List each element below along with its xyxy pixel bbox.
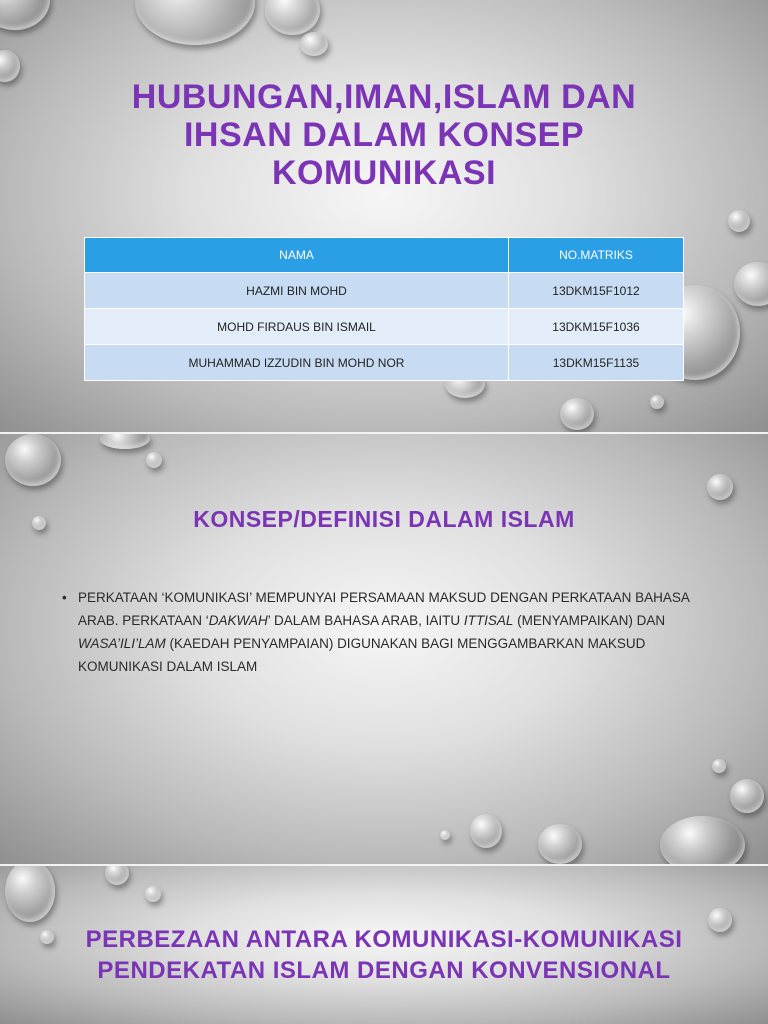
- table-row: [85, 345, 684, 381]
- title-line: IHSAN DALAM KONSEP: [183, 116, 585, 154]
- water-drop-decoration: [5, 434, 61, 486]
- water-drop-decoration: [300, 32, 328, 56]
- water-drop-decoration: [100, 434, 150, 449]
- water-drop-decoration: [650, 395, 664, 409]
- title-line: HUBUNGAN,IMAN,ISLAM DAN: [131, 78, 637, 116]
- student-name: MUHAMMAD IZZUDIN BIN MOHD NOR: [85, 345, 509, 381]
- water-drop-decoration: [730, 779, 764, 813]
- water-drop-decoration: [734, 262, 768, 306]
- bullet-list: [62, 586, 712, 678]
- student-name: HAZMI BIN MOHD: [85, 273, 509, 309]
- section-title: KONSEP/DEFINISI DALAM ISLAM: [193, 506, 575, 532]
- matric-number: 13DKM15F1036: [508, 309, 683, 345]
- bullet-icon: •: [62, 590, 67, 605]
- paragraph-text: PERKATAAN ‘KOMUNIKASI’ MEMPUNYAI PERSAMAAN MAKSUD DENGAN PERKATAAN BAHASA ARAB. PERKATAAN ‘: [78, 590, 690, 628]
- column-header-name: NAMA: [85, 238, 509, 273]
- water-drop-decoration: [0, 0, 50, 30]
- water-drop-decoration: [32, 516, 46, 530]
- matric-number: 13DKM15F1012: [508, 273, 683, 309]
- table-header-row: [85, 238, 684, 273]
- matric-number: 13DKM15F1135: [508, 345, 683, 381]
- water-drop-decoration: [105, 866, 129, 885]
- presentation-title: [84, 78, 684, 192]
- water-drop-decoration: [712, 759, 726, 773]
- water-drop-decoration: [470, 814, 502, 848]
- column-header-matric: NO.MATRIKS: [508, 238, 683, 273]
- paragraph-emphasis: WASA’ILI’LAM: [78, 636, 166, 651]
- water-drop-decoration: [707, 474, 733, 500]
- student-name: MOHD FIRDAUS BIN ISMAIL: [85, 309, 509, 345]
- list-item: [62, 586, 712, 678]
- water-drop-decoration: [146, 452, 162, 468]
- water-drop-decoration: [265, 0, 320, 35]
- paragraph-emphasis: ITTISAL: [463, 613, 514, 628]
- title-line: KOMUNIKASI: [271, 154, 497, 192]
- paragraph-emphasis: DAKWAH: [208, 613, 268, 628]
- water-drop-decoration: [538, 824, 582, 864]
- student-table: [84, 237, 684, 381]
- water-drop-decoration: [0, 50, 20, 82]
- water-drop-decoration: [440, 830, 450, 840]
- water-drop-decoration: [728, 210, 750, 232]
- section-title: [40, 924, 728, 986]
- table-row: [85, 309, 684, 345]
- table-row: [85, 273, 684, 309]
- water-drop-decoration: [145, 886, 161, 902]
- water-drop-decoration: [660, 816, 745, 864]
- water-drop-decoration: [135, 0, 255, 45]
- paragraph-text: (MENYAMPAIKAN) DAN: [513, 613, 666, 628]
- title-line: PENDEKATAN ISLAM DENGAN KONVENSIONAL: [97, 957, 671, 984]
- paragraph-text: ’ DALAM BAHASA ARAB, IAITU: [267, 613, 464, 628]
- paragraph-text: (KAEDAH PENYAMPAIAN) DIGUNAKAN BAGI MENGGAMBARKAN MAKSUD KOMUNIKASI DALAM ISLAM: [78, 636, 646, 674]
- water-drop-decoration: [5, 866, 55, 922]
- title-line: PERBEZAAN ANTARA KOMUNIKASI-KOMUNIKASI: [85, 926, 683, 953]
- water-drop-decoration: [560, 398, 594, 430]
